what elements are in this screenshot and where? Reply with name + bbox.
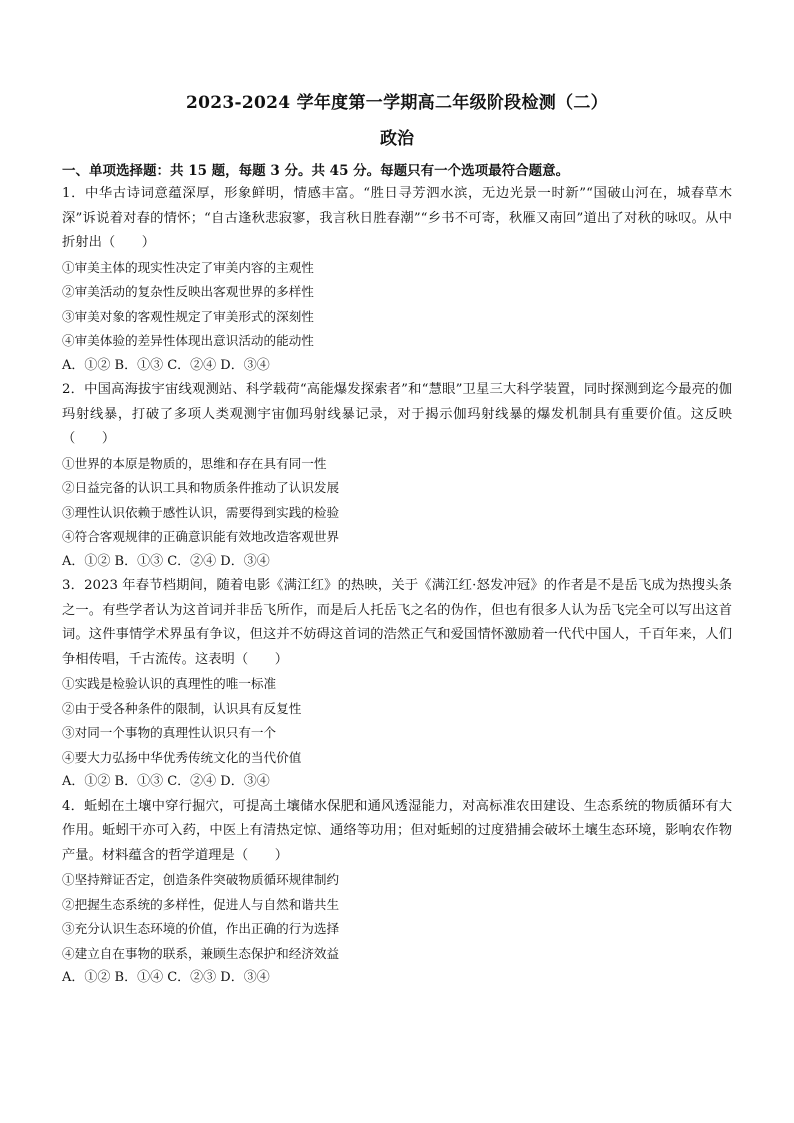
question-4 <box>62 795 732 991</box>
question-stem: 4．蚯蚓在土壤中穿行掘穴，可提高土壤储水保肥和通风透湿能力，对高标准农田建设、生态系统的物质循环有大作用。蚯蚓干亦可入药，中医上有清热定惊、通络等功用；但对蚯蚓的过度猎捕会破坏土壤生态环境，影响农作物产量。材料蕴含的哲学道理是（ ） <box>62 798 732 863</box>
option-item: ③充分认识生态环境的价值，作出正确的行为选择 <box>62 921 340 936</box>
option-item: ②审美活动的复杂性反映出客观世界的多样性 <box>62 284 314 299</box>
option-item: ①世界的本原是物质的，思维和存在具有同一性 <box>62 455 327 471</box>
answer-choices: A．①② B．①③ C．②④ D．③④ <box>62 553 270 569</box>
question-stem: 2．中国高海拔宇宙线观测站、科学载荷“高能爆发探索者”和“慧眼”卫星三大科学装置，同时探测到迄今最亮的伽玛射线暴，打破了多项人类观测宇宙伽玛射线暴记录，对于揭示伽玛射线暴的爆发机制具有重要价值。这反映（ ） <box>62 382 732 446</box>
question-stem: 3．2023 年春节档期间，随着电影《满江红》的热映，关于《满江红·怒发冲冠》的作者是不是岳飞成为热搜头条之一。有些学者认为这首词并非岳飞所作，而是后人托岳飞之名的伪作，但也有很多人认为岳飞完全可以写出这首词。这件事情学术界虽有争议，但这并不妨碍这首词的浩然正气和爱国情怀激励着一代代中国人，千百年来，人们争相传唱，千古流传。这表明（ ） <box>62 578 732 667</box>
option-item: ③对同一个事物的真理性认识只有一个 <box>62 725 277 740</box>
exam-title: 2023-2024 学年度第一学期高二年级阶段检测（二） <box>185 93 608 113</box>
option-item: ②日益完备的认识工具和物质条件推动了认识发展 <box>62 480 340 495</box>
section-heading: 一、单项选择题：共 15 题，每题 3 分。共 45 分。每题只有一个选项最符合题意。 <box>62 163 570 179</box>
question-1 <box>62 182 732 378</box>
option-item: ④要大力弘扬中华优秀传统文化的当代价值 <box>62 749 302 765</box>
option-item: ③理性认识依赖于感性认识，需要得到实践的检验 <box>62 504 340 520</box>
option-item: ①实践是检验认识的真理性的唯一标准 <box>62 676 277 691</box>
answer-choices: A．①② B．①③ C．②④ D．③④ <box>62 357 270 373</box>
option-item: ④审美体验的差异性体现出意识活动的能动性 <box>62 333 314 348</box>
option-item: ①坚持辩证否定，创造条件突破物质循环规律制约 <box>62 872 340 887</box>
option-item: ①审美主体的现实性决定了审美内容的主观性 <box>62 259 314 275</box>
answer-choices: A．①② B．①④ C．②③ D．③④ <box>62 970 270 985</box>
answer-choices: A．①② B．①③ C．②④ D．③④ <box>62 774 270 789</box>
question-stem: 1．中华古诗词意蕴深厚，形象鲜明，情感丰富。“胜日寻芳泗水滨，无边光景一时新”“国破山河在，城春草木深”诉说着对春的情怀；“自古逢秋悲寂寥，我言秋日胜春潮”“乡书不可寄，秋雁又南回”道出了对秋的咏叹。从中折射出（ ） <box>62 186 732 250</box>
option-item: ④建立自在事物的联系，兼顾生态保护和经济效益 <box>62 945 340 961</box>
subject-title: 政治 <box>380 129 414 149</box>
option-item: ④符合客观规律的正确意识能有效地改造客观世界 <box>62 529 340 544</box>
option-item: ②把握生态系统的多样性，促进人与自然和谐共生 <box>62 896 340 912</box>
option-item: ③审美对象的客观性规定了审美形式的深刻性 <box>62 308 314 324</box>
option-item: ②由于受各种条件的限制，认识具有反复性 <box>62 700 302 716</box>
question-2 <box>62 378 732 574</box>
question-3 <box>62 574 732 795</box>
